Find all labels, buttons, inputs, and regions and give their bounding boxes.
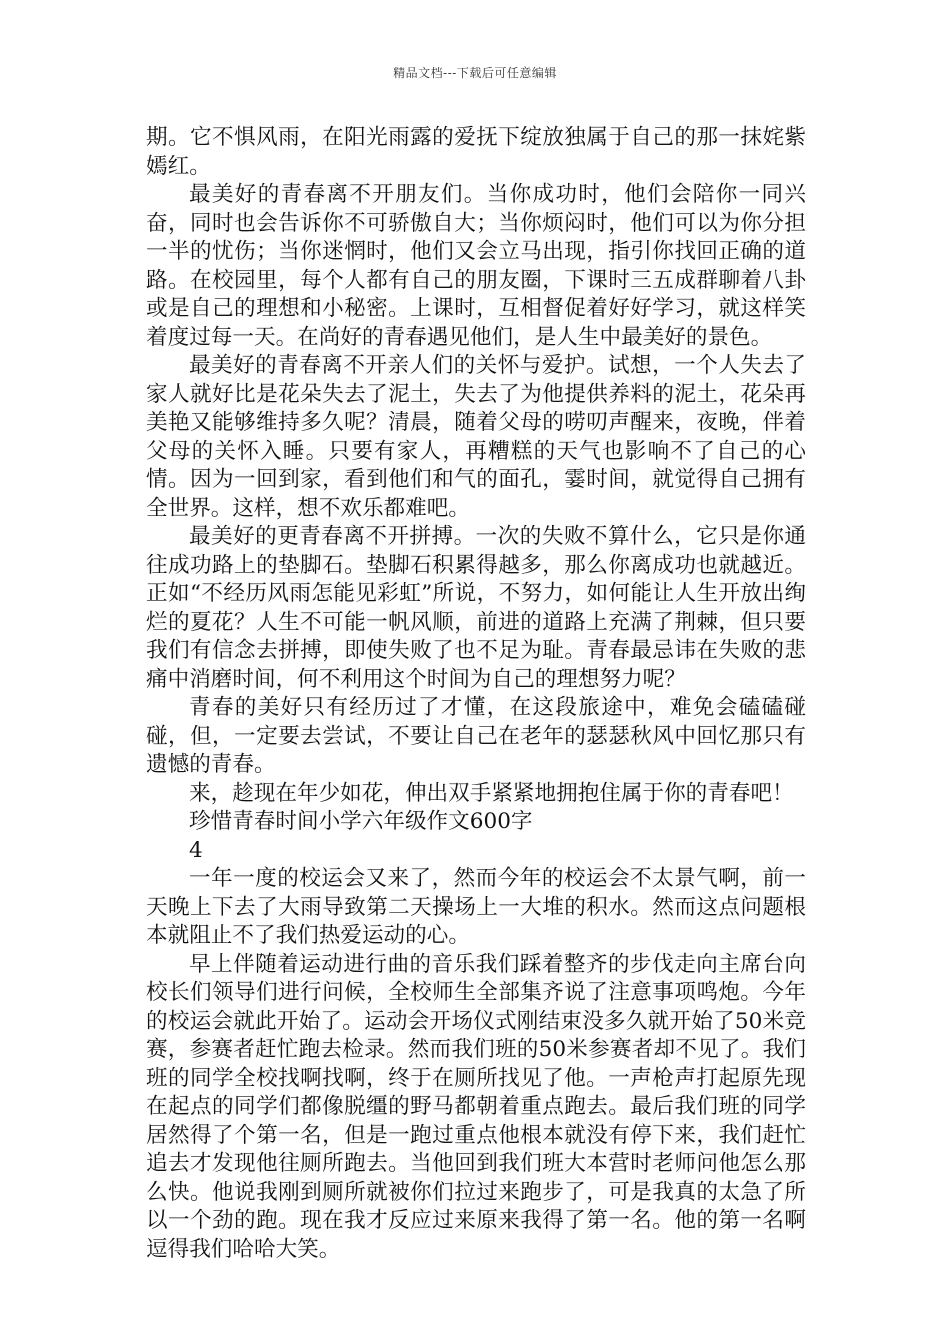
article-number: 4 [189,837,203,863]
paragraph: 早上伴随着运动进行曲的音乐我们踩着整齐的步伐走向主席台向校长们领导们进行问候，全校师生全部集齐说了注意事项鸣炮。今年的校运会就此开始了。运动会开场仪式刚结束没多久就开始了50米竞赛，参赛者赶忙跑去检录。然而我们班的50米参赛者却不见了。我们班的同学全校找啊找啊，终于在厕所找见了他。一声枪声打起原先现在起点的同学们都像脱缰的野马都朝着重点跑去。最后我们班的同学居然得了个第一名，但是一跑过重点他根本就没有停下来，我们赶忙追去才发现他往厕所跑去。当他回到我们班大本营时老师问他怎么那么快。他说我刚到厕所就被你们拉过来跑步了，可是我真的太急了所以一个劲的跑。现在我才反应过来原来我得了第一名。他的第一名啊逗得我们哈哈大笑。 [146,951,806,1262]
paragraph: 一年一度的校运会又来了，然而今年的校运会不太景气啊，前一天晚上下去了大雨导致第二天操场上一大堆的积水。然而这点问题根本就阻止不了我们热爱运动的心。 [146,866,806,948]
paragraph: 青春的美好只有经历过了才懂，在这段旅途中，难免会磕磕碰碰，但，一定要去尝试，不要让自己在老年的瑟瑟秋风中回忆那只有遗憾的青春。 [146,695,806,777]
paragraph: 最美好的青春离不开朋友们。当你成功时，他们会陪你一同兴奋，同时也会告诉你不可骄傲自大；当你烦闷时，他们可以为你分担一半的忧伤；当你迷惘时，他们又会立马出现，指引你找回正确的道路。在校园里，每个人都有自己的朋友圈，下课时三五成群聊着八卦或是自己的理想和小秘密。上课时，互相督促着好好学习，就这样笑着度过每一天。在尚好的青春遇见他们，是人生中最美好的景色。 [146,182,806,350]
document-body [146,124,806,1264]
page-header: 精品文档---下载后可任意编辑 [393,66,557,80]
paragraph: 来，趁现在年少如花，伸出双手紧紧地拥抱住属于你的青春吧！ [189,780,794,806]
article-title: 珍惜青春时间小学六年级作文600字 [189,809,533,834]
paragraph: 最美好的青春离不开亲人们的关怀与爱护。试想，一个人失去了家人就好比是花朵失去了泥土，失去了为他提供养料的泥土，花朵再美艳又能够维持多久呢？清晨，随着父母的唠叨声醒来，夜晚，伴着父母的关怀入睡。只要有家人，再糟糕的天气也影响不了自己的心情。因为一回到家，看到他们和气的面孔，霎时间，就觉得自己拥有全世界。这样，想不欢乐都难吧。 [146,353,806,521]
paragraph: 期。它不惧风雨，在阳光雨露的爱抚下绽放独属于自己的那一抹姹紫嫣红。 [146,125,806,179]
paragraph: 最美好的更青春离不开拼搏。一次的失败不算什么，它只是你通往成功路上的垫脚石。垫脚石积累得越多，那么你离成功也就越近。正如“不经历风雨怎能见彩虹”所说，不努力，如何能让人生开放出绚烂的夏花？人生不可能一帆风顺，前进的道路上充满了荆棘，但只要我们有信念去拼搏，即使失败了也不足为耻。青春最忌讳在失败的悲痛中消磨时间，何不利用这个时间为自己的理想努力呢？ [146,524,806,692]
